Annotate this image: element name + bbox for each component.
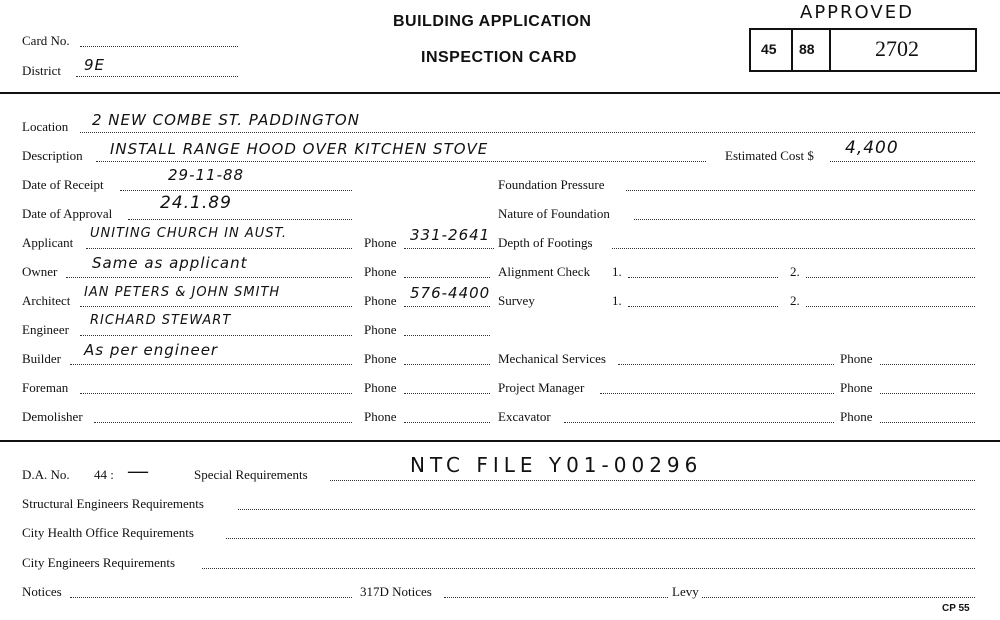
estimated-cost-label: Estimated Cost $ <box>725 148 814 163</box>
header-divider <box>0 92 1000 94</box>
number-box-1 <box>749 28 793 72</box>
number-box-3-value: 2702 <box>875 36 919 61</box>
depth-footings-label: Depth of Footings <box>498 235 593 250</box>
applicant-field[interactable] <box>86 248 352 249</box>
district-value: 9E <box>84 56 106 74</box>
levy-field[interactable] <box>702 597 975 598</box>
foreman-label: Foreman <box>22 380 69 395</box>
builder-label: Builder <box>22 351 61 366</box>
survey-num1: 1. <box>612 293 622 308</box>
number-box-2-value: 88 <box>799 41 815 57</box>
architect-phone-label: Phone <box>364 293 397 308</box>
demolisher-phone-field[interactable] <box>404 422 490 423</box>
estimated-cost-value: 4,400 <box>845 138 899 158</box>
excavator-phone-field[interactable] <box>880 422 975 423</box>
owner-phone-label: Phone <box>364 264 397 279</box>
number-box-2 <box>789 28 831 72</box>
applicant-phone-value: 331-2641 <box>410 226 491 244</box>
applicant-phone-label: Phone <box>364 235 397 250</box>
date-approval-field[interactable] <box>128 219 352 220</box>
builder-value: As per engineer <box>84 341 219 359</box>
description-label: Description <box>22 148 83 163</box>
project-manager-phone-label: Phone <box>840 380 873 395</box>
mechanical-field[interactable] <box>618 364 834 365</box>
alignment-check-field-2[interactable] <box>806 277 975 278</box>
notices-label: Notices <box>22 584 62 599</box>
demolisher-phone-label: Phone <box>364 409 397 424</box>
owner-field[interactable] <box>66 277 352 278</box>
location-value: 2 NEW COMBE ST. PADDINGTON <box>92 111 360 129</box>
excavator-field[interactable] <box>564 422 834 423</box>
date-approval-label: Date of Approval <box>22 206 113 221</box>
nature-foundation-label: Nature of Foundation <box>498 206 610 221</box>
da-no-value: 44 : <box>94 467 114 482</box>
foreman-phone-field[interactable] <box>404 393 490 394</box>
special-requirements-label: Special Requirements <box>194 467 308 482</box>
alignment-check-field-1[interactable] <box>628 277 778 278</box>
location-field[interactable] <box>80 132 975 133</box>
architect-field[interactable] <box>80 306 352 307</box>
city-engineers-label: City Engineers Requirements <box>22 555 176 570</box>
number-box-1-value: 45 <box>761 41 777 57</box>
health-label: City Health Office Requirements <box>22 525 194 540</box>
health-field[interactable] <box>226 538 975 539</box>
number-box-3 <box>829 28 977 72</box>
notices-field[interactable] <box>70 597 352 598</box>
district-label: District <box>22 63 61 78</box>
form-title-line1: BUILDING APPLICATION <box>393 13 592 30</box>
engineer-value: RICHARD STEWART <box>90 313 232 328</box>
da-no-dash: — <box>128 460 148 482</box>
location-label: Location <box>22 119 69 134</box>
architect-value: IAN PETERS & JOHN SMITH <box>84 285 281 300</box>
da-no-label: D.A. No. <box>22 467 70 482</box>
mechanical-phone-field[interactable] <box>880 364 975 365</box>
mechanical-label: Mechanical Services <box>498 351 606 366</box>
survey-label: Survey <box>498 293 535 308</box>
date-receipt-field[interactable] <box>120 190 352 191</box>
engineer-phone-field[interactable] <box>404 335 490 336</box>
excavator-label: Excavator <box>498 409 551 424</box>
date-receipt-label: Date of Receipt <box>22 177 104 192</box>
excavator-phone-label: Phone <box>840 409 873 424</box>
mechanical-phone-label: Phone <box>840 351 873 366</box>
project-manager-phone-field[interactable] <box>880 393 975 394</box>
applicant-value: UNITING CHURCH IN AUST. <box>90 226 288 241</box>
builder-field[interactable] <box>70 364 352 365</box>
owner-label: Owner <box>22 264 58 279</box>
survey-field-1[interactable] <box>628 306 778 307</box>
foreman-field[interactable] <box>80 393 352 394</box>
applicant-phone-field[interactable] <box>404 248 494 249</box>
form-title-line2: INSPECTION CARD <box>421 49 577 66</box>
demolisher-field[interactable] <box>94 422 352 423</box>
alignment-check-label: Alignment Check <box>498 264 591 279</box>
architect-label: Architect <box>22 293 71 308</box>
city-engineers-field[interactable] <box>202 568 975 569</box>
foreman-phone-label: Phone <box>364 380 397 395</box>
engineer-label: Engineer <box>22 322 69 337</box>
alignment-check-num2: 2. <box>790 264 800 279</box>
project-manager-label: Project Manager <box>498 380 585 395</box>
foundation-pressure-label: Foundation Pressure <box>498 177 605 192</box>
owner-value: Same as applicant <box>92 254 248 272</box>
card-no-field[interactable] <box>80 46 238 47</box>
description-value: INSTALL RANGE HOOD OVER KITCHEN STOVE <box>110 140 489 158</box>
structural-label: Structural Engineers Requirements <box>22 496 204 511</box>
applicant-label: Applicant <box>22 235 74 250</box>
card-no-label: Card No. <box>22 33 70 48</box>
engineer-field[interactable] <box>80 335 352 336</box>
engineer-phone-label: Phone <box>364 322 397 337</box>
alignment-check-num1: 1. <box>612 264 622 279</box>
form-code: CP 55 <box>942 603 970 614</box>
date-receipt-value: 29-11-88 <box>168 166 245 184</box>
date-approval-value: 24.1.89 <box>160 193 232 213</box>
owner-phone-field[interactable] <box>404 277 490 278</box>
approved-stamp: APPROVED <box>800 2 914 23</box>
estimated-cost-field[interactable] <box>830 161 975 162</box>
notices-317d-label: 317D Notices <box>360 584 432 599</box>
builder-phone-label: Phone <box>364 351 397 366</box>
special-requirements-value: NTC FILE Y01-00296 <box>410 453 703 477</box>
nature-foundation-field[interactable] <box>634 219 975 220</box>
architect-phone-field[interactable] <box>404 306 490 307</box>
district-field[interactable] <box>76 76 238 77</box>
project-manager-field[interactable] <box>600 393 834 394</box>
survey-field-2[interactable] <box>806 306 975 307</box>
demolisher-label: Demolisher <box>22 409 83 424</box>
builder-phone-field[interactable] <box>404 364 490 365</box>
foundation-pressure-field[interactable] <box>626 190 975 191</box>
depth-footings-field[interactable] <box>612 248 975 249</box>
notices-317d-field[interactable] <box>444 597 668 598</box>
levy-label: Levy <box>672 584 699 599</box>
architect-phone-value: 576-4400 <box>410 284 491 302</box>
structural-field[interactable] <box>238 509 975 510</box>
special-requirements-field[interactable] <box>330 480 975 481</box>
survey-num2: 2. <box>790 293 800 308</box>
section-divider <box>0 440 1000 442</box>
description-field[interactable] <box>96 161 706 162</box>
